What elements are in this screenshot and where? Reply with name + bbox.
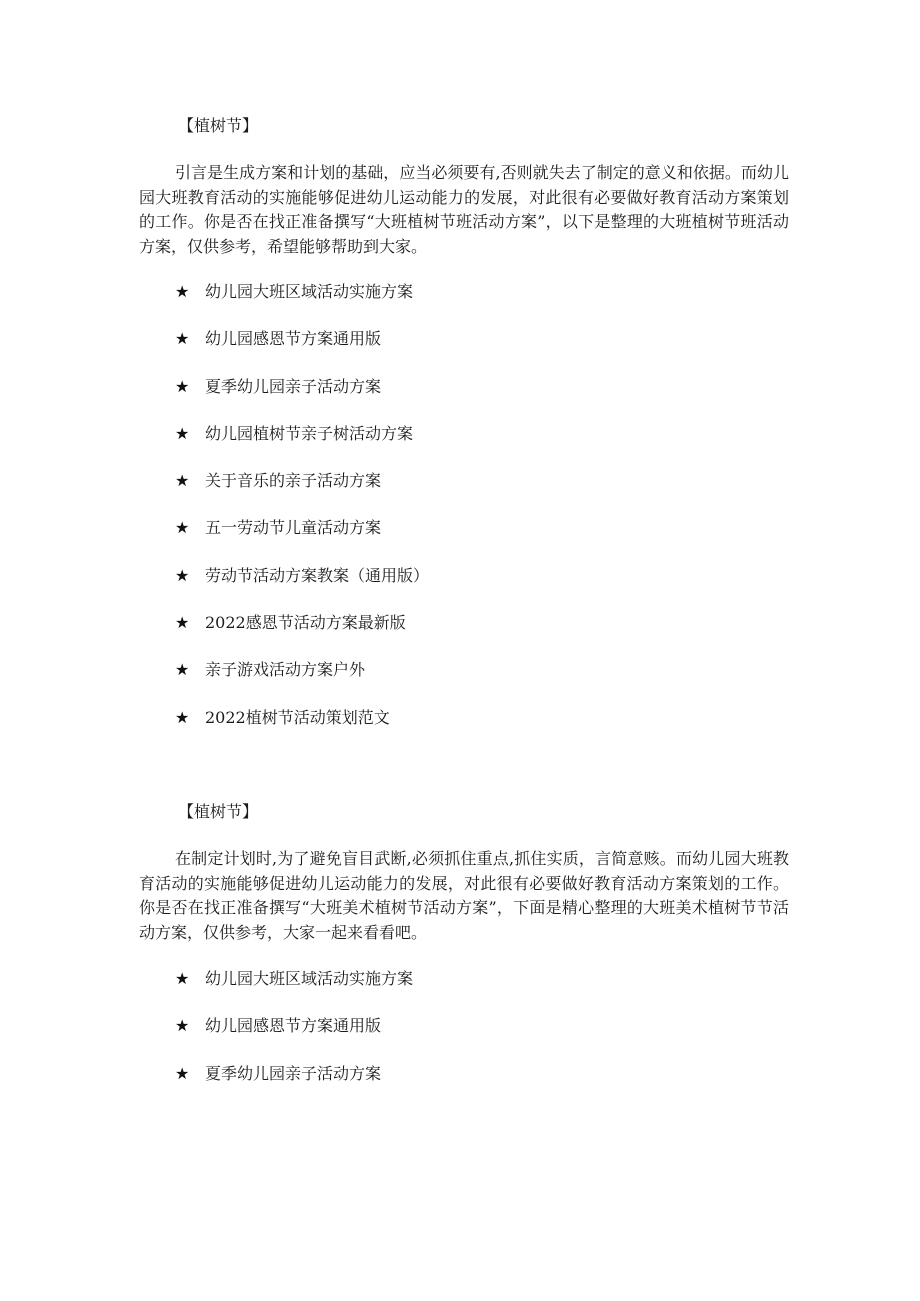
intro-paragraph: 在制定计划时,为了避免盲目武断,必须抓住重点,抓住实质，言简意赅。而幼儿园大班教育活动的实施能够促进幼儿运动能力的发展，对此很有必要做好教育活动方案策划的工作。你是否在找正准备撰写“大班美术植树节活动方案”，下面是精心整理的大班美术植树节节活动方案，仅供参考，大家一起来看看吧。 — [139, 849, 789, 942]
list-item[interactable] — [175, 968, 413, 1015]
star-icon: ★ — [175, 329, 190, 349]
list-item[interactable] — [175, 707, 429, 754]
list-item-label: 幼儿园植树节亲子树活动方案 — [205, 423, 414, 443]
list-item-label: 幼儿园大班区域活动实施方案 — [205, 282, 414, 301]
list-item-label: 劳动节活动方案教案（通用版） — [205, 565, 430, 585]
star-icon: ★ — [175, 471, 190, 491]
list-item[interactable] — [175, 565, 429, 612]
intro-paragraph: 引言是生成方案和计划的基础，应当必须要有,否则就失去了制定的意义和依据。而幼儿园大班教育活动的实施能够促进幼儿运动能力的发展，对此很有必要做好教育活动方案策划的工作。你是否在找正准备撰写“大班植树节班活动方案”，以下是整理的大班植树节班活动方案，仅供参考，希望能够帮助到大家。 — [139, 163, 789, 256]
star-icon: ★ — [175, 565, 190, 585]
star-icon: ★ — [175, 660, 190, 680]
list-item[interactable] — [175, 281, 429, 328]
list-item[interactable] — [175, 517, 429, 564]
section-heading: 【植树节】 — [178, 802, 259, 821]
star-icon: ★ — [175, 1063, 190, 1083]
star-icon: ★ — [175, 613, 190, 633]
star-icon: ★ — [175, 282, 190, 301]
list-item-label: 夏季幼儿园亲子活动方案 — [205, 376, 382, 396]
related-links-list — [175, 281, 429, 754]
list-item[interactable] — [175, 376, 429, 423]
list-item[interactable] — [175, 328, 429, 375]
section-heading: 【植树节】 — [178, 116, 259, 135]
list-item[interactable] — [175, 659, 429, 706]
list-item[interactable] — [175, 470, 429, 517]
list-item-label: 2022植树节活动策划范文 — [205, 707, 390, 727]
list-item[interactable] — [175, 612, 429, 659]
list-item-label: 夏季幼儿园亲子活动方案 — [205, 1063, 382, 1083]
star-icon: ★ — [175, 707, 190, 727]
list-item-label: 幼儿园感恩节方案通用版 — [205, 329, 382, 349]
list-item[interactable] — [175, 423, 429, 470]
star-icon: ★ — [175, 518, 190, 538]
list-item-label: 幼儿园大班区域活动实施方案 — [205, 969, 414, 988]
list-item[interactable] — [175, 1063, 413, 1110]
list-item-label: 幼儿园感恩节方案通用版 — [205, 1016, 382, 1036]
star-icon: ★ — [175, 969, 190, 988]
star-icon: ★ — [175, 376, 190, 396]
list-item-label: 五一劳动节儿童活动方案 — [205, 518, 382, 538]
list-item-label: 亲子游戏活动方案户外 — [205, 660, 366, 680]
star-icon: ★ — [175, 423, 190, 443]
list-item-label: 关于音乐的亲子活动方案 — [205, 471, 382, 491]
list-item[interactable] — [175, 1015, 413, 1062]
list-item-label: 2022感恩节活动方案最新版 — [205, 613, 406, 633]
star-icon: ★ — [175, 1016, 190, 1036]
related-links-list — [175, 968, 413, 1110]
